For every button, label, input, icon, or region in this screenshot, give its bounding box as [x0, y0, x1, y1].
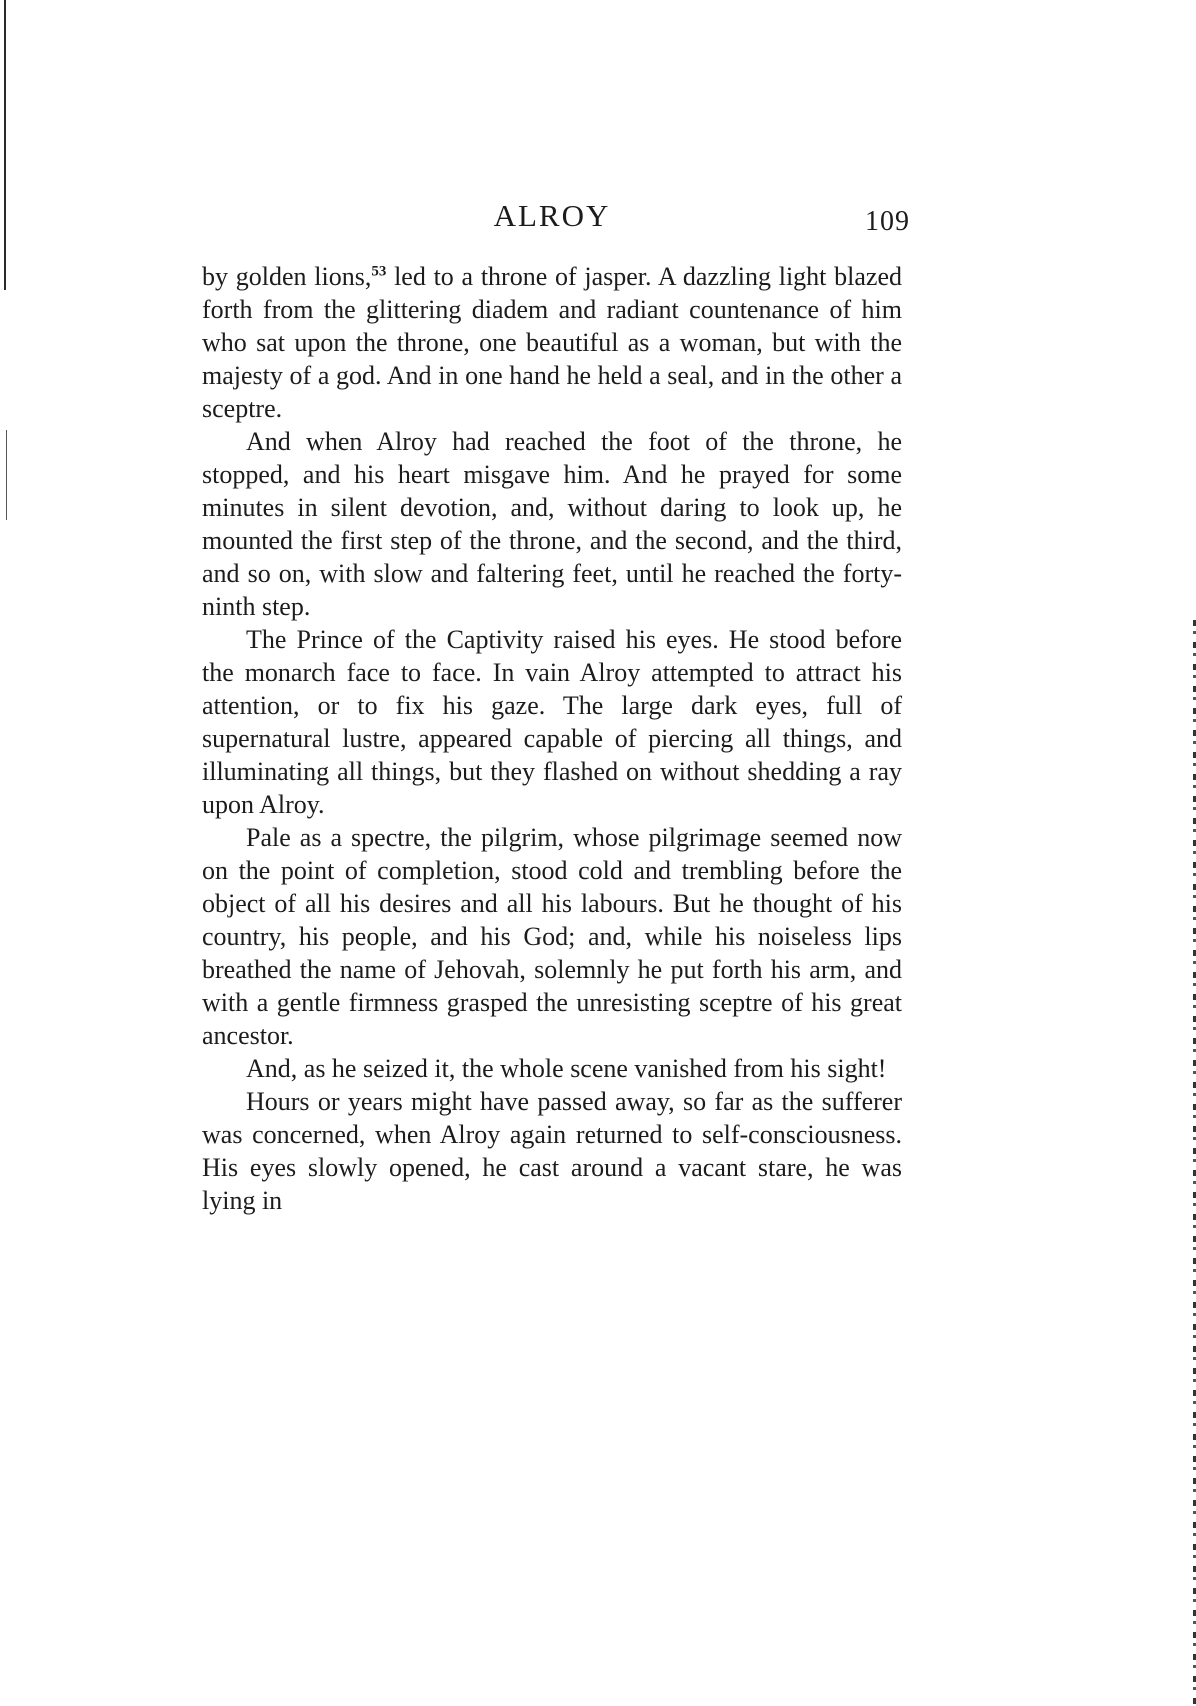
- paragraph-text: The Prince of the Captivity raised his eyes. He stood before the monarch face to face. In vain Alroy attempted to attract his attention, or to fix his gaze. The large dark eyes, full of supernatural lustre, appeared capable of piercing all things, and illuminating all things, but they flashed on without shedding a ray upon Alroy.: [202, 625, 902, 819]
- paragraph-text: And, as he seized it, the whole scene vanished from his sight!: [246, 1054, 887, 1083]
- paragraph-3: [202, 623, 902, 821]
- paragraph-text: And when Alroy had reached the foot of the throne, he stopped, and his heart misgave him. And he prayed for some minutes in silent devotion, and, without daring to look up, he mounted the first step of the throne, and the second, and the third, and so on, with slow and faltering feet, until he reached the forty-ninth step.: [202, 427, 902, 621]
- paragraph-6: [202, 1085, 902, 1217]
- paragraph-4: [202, 821, 902, 1052]
- paragraph-1: [202, 260, 902, 425]
- paragraph-text: Hours or years might have passed away, so far as the sufferer was concerned, when Alroy again returned to self-consciousness. His eyes slowly opened, he cast around a vacant stare, he was lying in: [202, 1087, 902, 1215]
- paragraph-text-rest: led to a throne of jasper. A dazzling light blazed forth from the glittering diadem and radiant countenance of him who sat upon the throne, one beautiful as a woman, but with the majesty of a god. And in one hand he held a seal, and in the other a sceptre.: [202, 262, 902, 423]
- footnote-reference[interactable]: 53: [371, 263, 387, 280]
- paragraph-text-start: by golden lions,: [202, 262, 372, 291]
- page-number: 109: [865, 206, 910, 237]
- scan-edge-left: [4, 0, 6, 290]
- paragraph-text: [202, 260, 902, 425]
- scan-edge-left-mark: [6, 430, 7, 520]
- paragraph-text: Pale as a spectre, the pilgrim, whose pilgrimage seemed now on the point of completion, stood cold and trembling before the object of all his desires and all his labours. But he thought of his country, his people, and his God; and, while his noiseless lips breathed the name of Jehovah, solemnly he put forth his arm, and with a gentle firmness grasped the unresisting sceptre of his great ancestor.: [202, 823, 902, 1050]
- running-head: ALROY: [493, 198, 611, 233]
- paragraph-2: [202, 425, 902, 623]
- body-text: [202, 260, 902, 1217]
- page-header: [202, 198, 910, 248]
- paragraph-5: [202, 1052, 902, 1085]
